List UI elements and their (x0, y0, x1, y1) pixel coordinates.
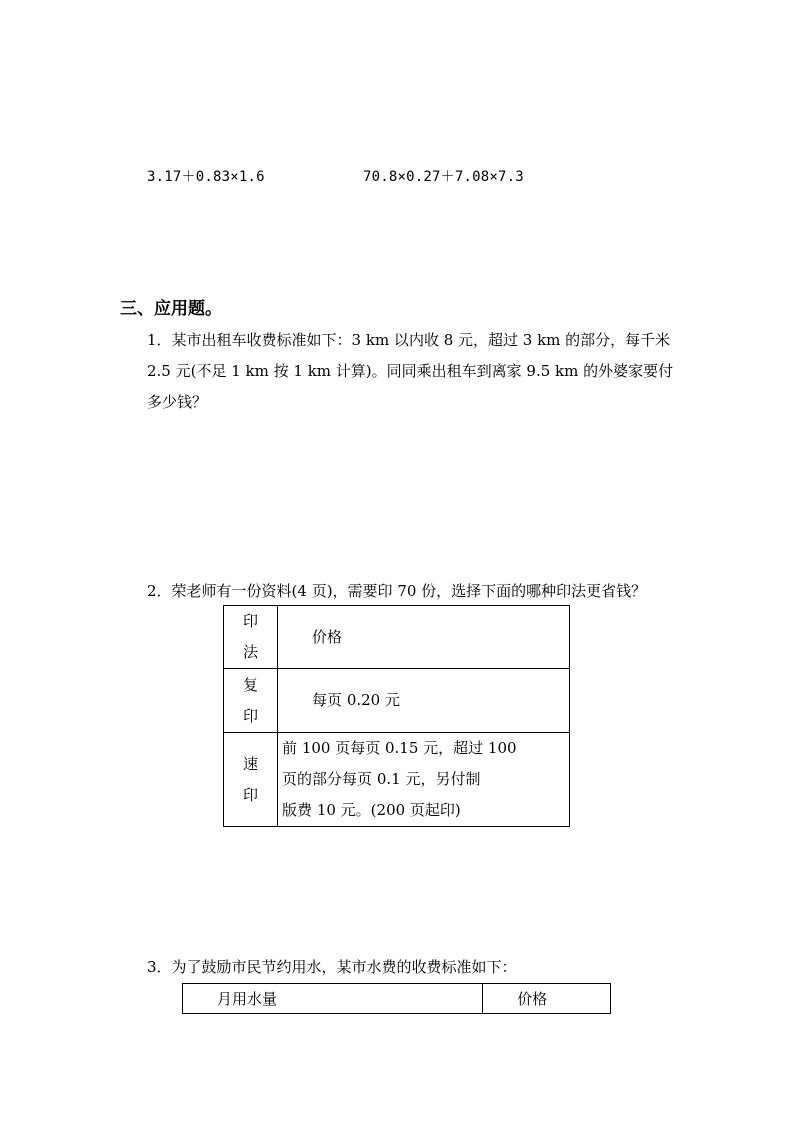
expression-2: 70.8×0.27＋7.08×7.3 (363, 169, 524, 185)
expression-1: 3.17＋0.83×1.6 (147, 169, 265, 185)
table-cell-method-header (224, 606, 278, 669)
water-fee-table (182, 983, 611, 1014)
cell-text: 页的部分每页 0.1 元，另付制 (282, 770, 481, 788)
table-row (224, 669, 570, 733)
question-1-line-3: 多少钱？ (147, 393, 208, 411)
cell-text: 印 (243, 612, 259, 630)
cell-text: 速 (243, 754, 259, 773)
table-row (183, 984, 611, 1014)
table-row (224, 606, 570, 669)
question-2-text: 2．荣老师有一份资料(4 页)，需要印 70 份，选择下面的哪种印法更省钱？ (147, 582, 647, 600)
question-1-line-1: 1．某市出租车收费标准如下：3 km 以内收 8 元，超过 3 km 的部分，每千米 (147, 331, 671, 349)
cell-text: 印 (243, 706, 259, 725)
cell-text: 价格 (312, 627, 343, 646)
question-1-line-2: 2.5 元(不足 1 km 按 1 km 计算)。同同乘出租车到离家 9.5 km 的外婆家要付 (147, 362, 674, 380)
table-cell-price-header: 价格 (483, 984, 611, 1014)
table-cell-usage-header: 月用水量 (183, 984, 483, 1014)
cell-text: 每页 0.20 元 (312, 691, 400, 709)
table-cell-speed-print (224, 733, 278, 827)
table-cell-copy-price (278, 669, 570, 733)
table-row (224, 733, 570, 827)
cell-text: 前 100 页每页 0.15 元，超过 100 (282, 739, 517, 757)
table-cell-speed-print-price (278, 733, 570, 827)
cell-text: 复 (243, 675, 259, 694)
cell-text: 法 (243, 643, 259, 661)
cell-text: 版费 10 元。(200 页起印) (282, 801, 461, 819)
printing-price-table (223, 605, 570, 827)
table-cell-price-header (278, 606, 570, 669)
section-title: 三、应用题。 (120, 299, 222, 319)
table-cell-copy (224, 669, 278, 733)
question-3-text: 3．为了鼓励市民节约用水，某市水费的收费标准如下： (147, 958, 517, 976)
cell-text: 印 (243, 785, 259, 804)
question-1 (147, 325, 673, 418)
